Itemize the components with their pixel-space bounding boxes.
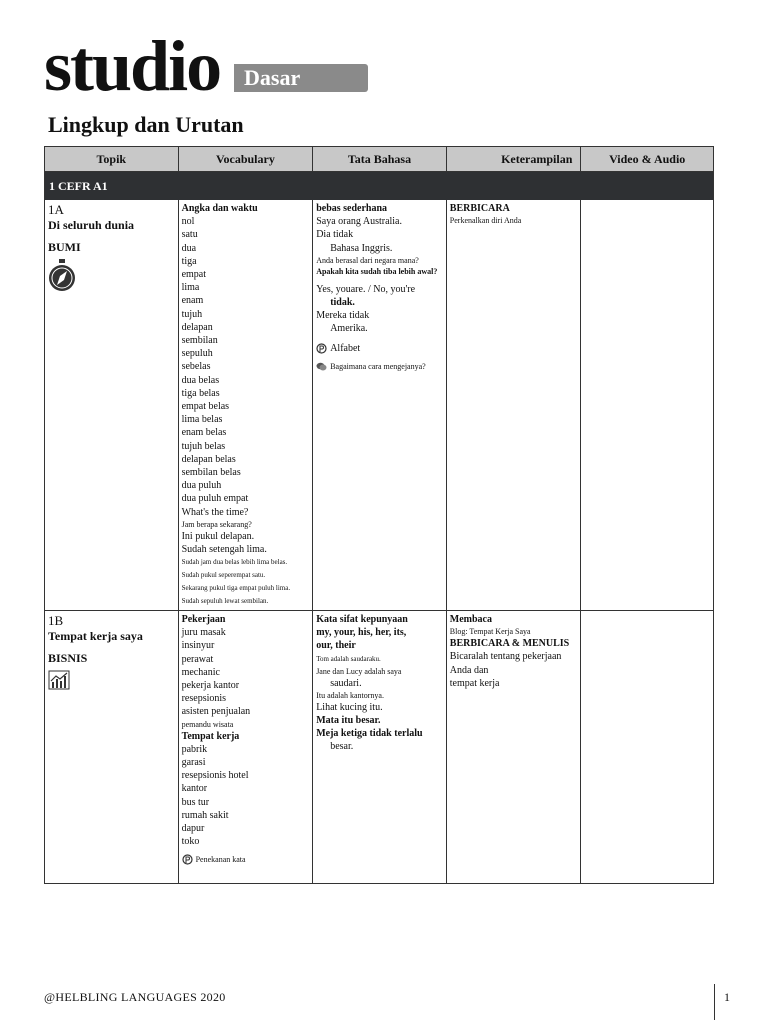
cell-line: Anda berasal dari negara mana? — [316, 255, 419, 265]
cell-line: Ini pukul delapan. — [181, 530, 255, 542]
cell-line: pemandu wisata — [181, 719, 234, 729]
chart-icon — [48, 670, 70, 690]
cell-line: Sudah sepuluh lewat sembilan. — [181, 597, 269, 606]
cell-line: satu — [181, 229, 198, 241]
media-cell — [581, 200, 713, 610]
cell-line: Kata sifat kepunyaan — [316, 614, 408, 625]
studio-logo — [44, 26, 374, 106]
cell-line: Jam berapa sekarang? — [181, 519, 252, 529]
cell-line: besar. — [330, 741, 354, 753]
cell-line: delapan belas — [181, 453, 236, 465]
cell-line: empat belas — [181, 401, 230, 413]
cell-line: Sekarang pukul tiga empat puluh lima. — [181, 584, 291, 593]
unit-code: 1A — [48, 202, 64, 217]
cell-line: tidak. — [330, 297, 355, 309]
cell-line: bus tur — [181, 796, 210, 808]
cell-line: tiga — [181, 255, 197, 267]
cell-line: rumah sakit — [181, 809, 229, 821]
cell-line: Tempat kerja — [181, 730, 240, 742]
page-title: Lingkup dan Urutan — [48, 112, 244, 137]
cell-line: tiga belas — [181, 387, 220, 399]
cell-line: tujuh belas — [181, 440, 226, 452]
cell-line: delapan — [181, 321, 213, 333]
cell-line: Pekerjaan — [181, 614, 226, 625]
cell-line: empat — [181, 269, 207, 281]
cell-line: nol — [181, 216, 195, 228]
table-row — [44, 200, 714, 611]
cell-line: dua puluh — [181, 480, 222, 492]
cell-line: pabrik — [181, 743, 208, 755]
cell-line: BERBICARA & MENULIS — [449, 638, 570, 650]
cell-line: Amerika. — [330, 323, 368, 335]
cell-line: Yes, youare. / No, you're — [316, 283, 416, 295]
logo-word: studio — [44, 26, 221, 106]
cell-line — [182, 854, 310, 865]
cell-line: Meja ketiga tidak terlalu — [316, 728, 423, 740]
footer-copyright: @HELBLING LANGUAGES 2020 — [44, 990, 226, 1004]
pronunciation-icon — [182, 854, 193, 865]
cell-line: my, your, his, her, its, — [316, 627, 407, 639]
cell-line: sembilan belas — [181, 467, 241, 479]
cell-line: dua belas — [181, 374, 220, 386]
header-keterampilan: Keterampilan — [447, 147, 582, 171]
cell-line: resepsionis — [181, 693, 227, 705]
header-tata-bahasa: Tata Bahasa — [313, 147, 447, 171]
cell-line: asisten penjualan — [181, 706, 251, 718]
header-topik: Topik — [45, 147, 179, 171]
cell-line: Itu adalah kantornya. — [316, 690, 384, 700]
cell-line — [316, 342, 443, 355]
skills-cell — [447, 611, 582, 883]
media-cell — [581, 611, 713, 883]
header-vocabulary: Vocabulary — [179, 147, 314, 171]
cell-line: insinyur — [181, 640, 215, 652]
cell-line: Perkenalkan diri Anda — [449, 216, 522, 226]
cell-line: Sudah jam dua belas lebih lima belas. — [181, 558, 288, 567]
cell-line: sepuluh — [181, 348, 213, 360]
cell-line: lima belas — [181, 414, 223, 426]
topic-cell — [45, 611, 179, 883]
pronunciation-icon — [316, 343, 327, 354]
grammar-cell — [313, 200, 447, 610]
cell-line: Blog: Tempat Kerja Saya — [449, 627, 531, 637]
unit-theme: BISNIS — [48, 651, 88, 665]
cell-line: dua puluh empat — [181, 493, 249, 505]
cell-line: dua — [181, 242, 197, 254]
cell-line: saudari. — [330, 677, 362, 689]
vocabulary-cell — [179, 611, 314, 883]
cell-line: tujuh — [181, 308, 203, 320]
table-header — [44, 146, 714, 172]
unit-code: 1B — [48, 613, 64, 628]
cell-line: What's the time? — [181, 506, 249, 518]
cell-line: BERBICARA — [449, 203, 510, 214]
cell-line-text: Bagaimana cara mengejanya? — [330, 361, 426, 371]
footer-divider — [714, 984, 715, 1020]
cell-line: Jane dan Lucy adalah saya — [316, 666, 402, 676]
cell-line: lima — [181, 282, 200, 294]
cell-line: Bicaralah tentang pekerjaan Anda dan — [449, 651, 562, 676]
page-number: 1 — [724, 990, 730, 1004]
cell-line: dapur — [181, 823, 205, 835]
cell-line: Mereka tidak — [316, 310, 370, 322]
grammar-cell — [313, 611, 447, 883]
cell-line: tempat kerja — [449, 677, 500, 689]
cell-line: Tom adalah saudaraku. — [316, 654, 381, 663]
cell-line: Sudah pukul seperempat satu. — [181, 571, 266, 580]
cell-line: resepsionis hotel — [181, 770, 249, 782]
cell-line: our, their — [316, 640, 356, 652]
cefr-band: 1 CEFR A1 — [44, 172, 714, 200]
table-row — [44, 611, 714, 884]
cell-line: pekerja kantor — [181, 680, 240, 692]
cell-line: Membaca — [449, 614, 492, 625]
speech-bubble-icon — [316, 361, 327, 372]
cell-line: enam — [181, 295, 204, 307]
cell-line: bebas sederhana — [316, 203, 388, 214]
cell-line: toko — [181, 836, 200, 848]
cell-line: juru masak — [181, 627, 226, 639]
logo-subtitle: Dasar — [244, 65, 301, 90]
cell-line: Sudah setengah lima. — [181, 544, 267, 556]
cell-line: perawat — [181, 653, 214, 665]
cell-line: Lihat kucing itu. — [316, 701, 383, 713]
unit-title: Tempat kerja saya — [48, 629, 143, 643]
cell-line: sembilan — [181, 335, 218, 347]
cell-line-text: Alfabet — [330, 342, 361, 354]
cell-line: Mata itu besar. — [316, 715, 381, 727]
skills-cell — [447, 200, 582, 610]
cell-line: Angka dan waktu — [181, 203, 258, 214]
unit-title: Di seluruh dunia — [48, 218, 135, 232]
cell-line: mechanic — [181, 666, 220, 678]
cell-line: Saya orang Australia. — [316, 216, 402, 228]
cell-line: garasi — [181, 757, 206, 769]
scope-sequence-table — [44, 146, 714, 884]
header-video-audio: Video & Audio — [609, 152, 686, 166]
cell-line: enam belas — [181, 427, 227, 439]
cell-line: Apakah kita sudah tiba lebih awal? — [316, 266, 438, 276]
cell-line: Dia tidak — [316, 229, 354, 241]
logo-subtitle-bar — [234, 64, 368, 92]
cell-line: sebelas — [181, 361, 211, 373]
compass-icon — [48, 259, 76, 293]
vocabulary-cell — [179, 200, 314, 610]
cell-line: kantor — [181, 783, 208, 795]
cell-line-text: Penekanan kata — [195, 855, 246, 865]
topic-cell — [45, 200, 179, 610]
unit-theme: BUMI — [48, 240, 81, 254]
cell-line — [316, 361, 443, 372]
cell-line: Bahasa Inggris. — [330, 242, 393, 254]
